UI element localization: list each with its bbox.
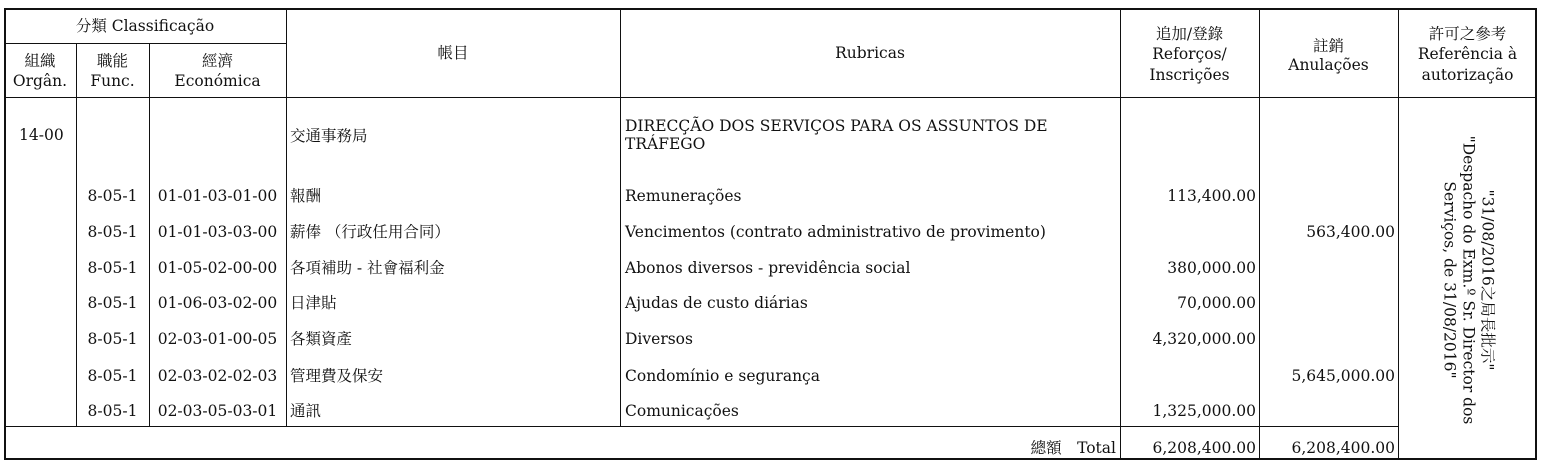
row-anulacao: 563,400.00	[1306, 223, 1395, 241]
organ-name-pt: DIRECÇÃO DOS SERVIÇOS PARA OS ASSUNTOS DE TRÁFEGO	[625, 117, 1048, 153]
row-economica: 01-01-03-01-00	[157, 187, 278, 205]
total-row-divider	[4, 426, 1398, 427]
reforcos-header-pt1: Reforços/	[1152, 45, 1227, 63]
row-reforco: 70,000.00	[1177, 294, 1256, 312]
row-conta: 各項補助 - 社會福利金	[290, 259, 445, 277]
funcional-header-zh: 職能	[96, 52, 128, 70]
row-conta: 通訊	[290, 402, 322, 420]
rubricas-header: Rubricas	[835, 44, 905, 62]
row-rubrica: Vencimentos (contrato administrativo de provimento)	[625, 223, 1046, 241]
row-rubrica: Condomínio e segurança	[625, 367, 820, 385]
row-economica: 02-03-05-03-01	[157, 402, 278, 420]
classificacao-header: 分類 Classificação	[75, 17, 215, 35]
col-divider-economica	[286, 8, 287, 426]
row-rubrica: Remunerações	[625, 187, 742, 205]
row-reforco: 113,400.00	[1167, 187, 1256, 205]
organica-header-zh: 組織	[24, 52, 56, 70]
economica-header-pt: Económica	[174, 72, 261, 90]
row-funcional: 8-05-1	[87, 367, 138, 385]
row-reforco: 4,320,000.00	[1152, 330, 1256, 348]
total-label: 總額 Total	[1030, 439, 1116, 457]
row-reforco: 1,325,000.00	[1152, 402, 1256, 420]
row-economica: 01-05-02-00-00	[157, 259, 278, 277]
row-conta: 管理費及保安	[290, 367, 384, 385]
autorizacao-line3: Serviços, de 31/08/2016"	[1440, 181, 1459, 379]
row-rubrica: Comunicações	[625, 402, 739, 420]
row-anulacao: 5,645,000.00	[1291, 367, 1395, 385]
row-rubrica: Diversos	[625, 330, 693, 348]
autorizacao-reference	[1440, 135, 1497, 425]
funcional-header-pt: Func.	[90, 72, 135, 90]
autorizacao-line2: "Despacho do Exm.º Sr. Director dos	[1459, 135, 1478, 425]
row-economica: 01-06-03-02-00	[157, 294, 278, 312]
total-reforcos: 6,208,400.00	[1152, 439, 1256, 457]
row-conta: 各類資產	[290, 330, 353, 348]
col-divider-reforcos	[1259, 8, 1260, 460]
organ-code: 14-00	[19, 126, 64, 144]
total-anulacoes: 6,208,400.00	[1291, 439, 1395, 457]
row-economica: 02-03-01-00-05	[157, 330, 278, 348]
row-funcional: 8-05-1	[87, 223, 138, 241]
header-sub-divider	[4, 43, 286, 44]
row-funcional: 8-05-1	[87, 294, 138, 312]
autorizacao-header-pt2: autorização	[1421, 66, 1514, 84]
organica-header-pt: Orgân.	[12, 72, 68, 90]
row-conta: 報酬	[290, 187, 322, 205]
row-conta: 日津貼	[290, 294, 337, 312]
organ-name-zh: 交通事務局	[290, 127, 368, 145]
reforcos-header-zh: 追加/登錄	[1155, 25, 1224, 43]
conta-header: 帳目	[437, 44, 469, 62]
row-reforco: 380,000.00	[1167, 259, 1256, 277]
row-economica: 02-03-02-02-03	[157, 367, 278, 385]
row-economica: 01-01-03-03-00	[157, 223, 278, 241]
row-funcional: 8-05-1	[87, 330, 138, 348]
row-funcional: 8-05-1	[87, 402, 138, 420]
autorizacao-header-pt1: Referência à	[1417, 45, 1518, 63]
reforcos-header-pt2: Inscrições	[1149, 66, 1230, 84]
header-bottom-divider	[4, 97, 1537, 98]
anulacoes-header-zh: 註銷	[1312, 37, 1344, 55]
anulacoes-header-pt: Anulações	[1288, 56, 1369, 74]
row-funcional: 8-05-1	[87, 259, 138, 277]
autorizacao-line1: "31/08/2016之局長批示"	[1478, 189, 1497, 371]
col-divider-conta	[620, 8, 621, 426]
row-funcional: 8-05-1	[87, 187, 138, 205]
row-rubrica: Abonos diversos - previdência social	[625, 259, 911, 277]
row-rubrica: Ajudas de custo diárias	[625, 294, 808, 312]
economica-header-zh: 經濟	[201, 52, 233, 70]
row-conta: 薪俸 （行政任用合同）	[290, 223, 450, 241]
autorizacao-header-zh: 許可之參考	[1428, 25, 1507, 43]
